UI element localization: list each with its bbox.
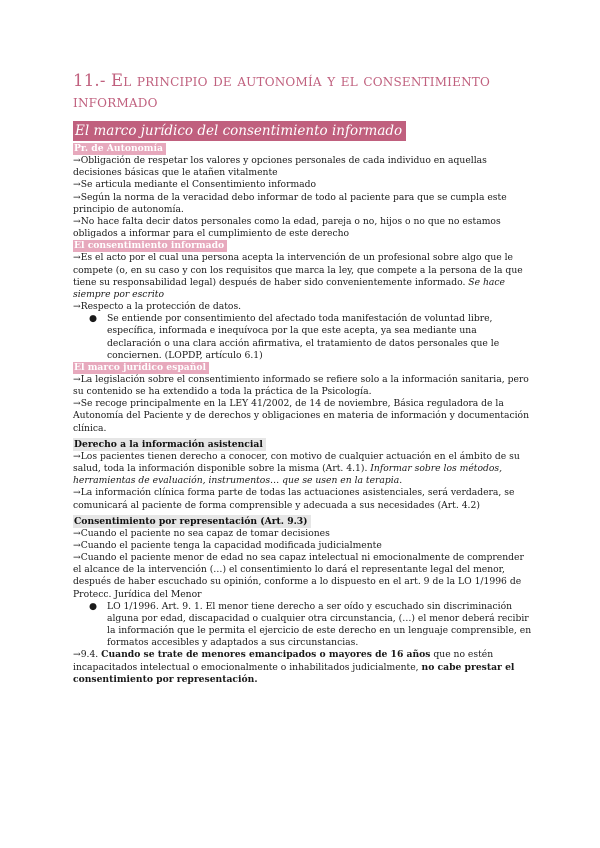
paragraph [73,252,533,301]
paragraph-text: →9.4. [73,649,99,661]
list-item-text: LO 1/1996. Art. 9. 1. El menor tiene derecho a ser oído y escuchado sin discriminación alguna por edad, discapacidad o cualquier otra circunstancia, (…) el menor deberá recibir la información que le permita el ejercicio de este derecho en un lenguaje comprensible, en formatos accesibles y adaptados a sus circunstancias. [107,600,532,649]
list-item-text: Se entiende por consentimiento del afectado toda manifestación de voluntad libre, específica, informada e inequívoca por la que este acepta, ya sea mediante una declaración o una clara acción afirmativa, el tratamiento de datos personales que le conciernen. (LOPDP, artículo 6.1) [107,313,500,361]
section-subtitle: El marco jurídico del consentimiento informado [73,121,406,141]
paragraph: →Cuando el paciente no sea capaz de tomar decisiones [73,527,330,539]
document-body [73,143,533,686]
paragraph-text: →Es el acto por el cual una persona acepta la intervención de un profesional sobre algo que le compete (o, en su caso y con los requisitos que marca la ley, que compete a la persona de la que tiene su responsabilidad legal) después de haber sido convenientemente informado. [73,252,523,288]
heading-derecho-informacion: Derecho a la información asistencial [73,438,266,451]
bullet-icon: ● [89,600,98,612]
list-item [73,601,533,650]
paragraph-emphasis: Se hace siempre por escrito [73,276,505,300]
heading-consentimiento-informado: El consentimiento informado [73,240,227,252]
paragraph: →Según la norma de la veracidad debo informar de todo al paciente para que se cumpla este principio de autonomía. [73,191,507,215]
heading-consentimiento-representacion: Consentimiento por representación (Art. 9.3) [73,515,311,528]
paragraph-text: →Los pacientes tienen derecho a conocer, con motivo de cualquier actuación en el ámbito de su salud, toda la información disponible sobre la misma (Art. 4.1). [73,450,520,475]
heading-autonomia: Pr. de Autonomía [73,143,166,155]
paragraph [73,649,533,685]
paragraph: →La legislación sobre el consentimiento informado se refiere solo a la información sanitaria, pero su contenido se ha extendido a toda la práctica de la Psicología. [73,373,529,398]
paragraph-bold: no cabe prestar el consentimiento por representación. [73,661,515,685]
list-item [73,313,533,362]
paragraph: →La información clínica forma parte de todas las actuaciones asistenciales, será verdadera, se comunicará al paciente de forma comprensible y adecuada a sus necesidades (Art. 4.2) [73,487,515,511]
paragraph: →Se articula mediante el Consentimiento informado [73,179,317,191]
paragraph: →Cuando el paciente menor de edad no sea capaz intelectual ni emocionalmente de comprender el alcance de la intervención (…) el consentimiento lo dará el representante legal del menor, después de haber escuchado su opinión, conforme a lo dispuesto en el art. 9 de la LO 1/1996 de Protecc. Jurídica del Menor [73,552,524,600]
paragraph: →Cuando el paciente tenga la capacidad modificada judicialmente [73,540,382,551]
paragraph-bold: Cuando se trate de menores emancipados o mayores de 16 años [101,649,431,661]
bullet-icon: ● [89,313,98,325]
paragraph: →Respecto a la protección de datos. [73,301,242,313]
paragraph-emphasis: Informar sobre los métodos, herramientas de evaluación, instrumentos… que se usen en la terapia. [73,463,503,487]
paragraph: →Obligación de respetar los valores y opciones personales de cada individuo en aquellas decisiones básicas que le atañen vitalmente [73,155,487,179]
heading-marco-juridico: El marco jurídico español [73,362,209,374]
paragraph [73,451,533,487]
paragraph: →Se recoge principalmente en la LEY 41/2002, de 14 de noviembre, Básica reguladora de la Autonomía del Paciente y de derechos y obligaciones en materia de información y documentación clínica. [73,398,530,434]
page-title: 11.- El principio de autonomía y el consentimiento informado [73,71,491,111]
paragraph-text: que no estén incapacitados intelectual o emocionalmente o inhabilitados judicialmente, [73,649,494,673]
paragraph: →No hace falta decir datos personales como la edad, pareja o no, hijos o no que no estamos obligados a informar para el cumplimiento de este derecho [73,215,501,240]
